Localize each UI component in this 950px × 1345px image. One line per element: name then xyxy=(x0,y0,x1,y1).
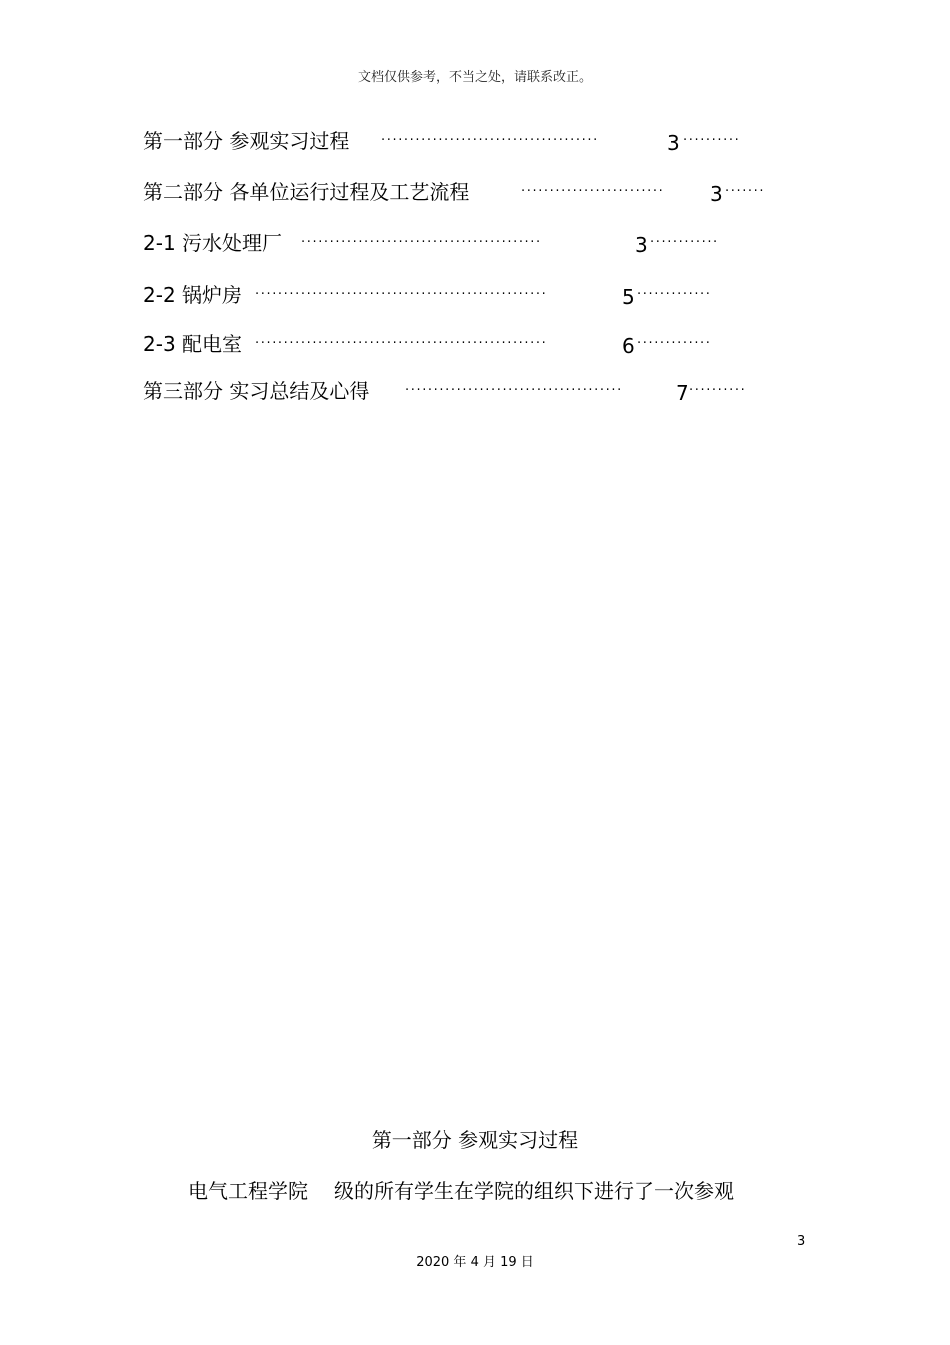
header-note: 文档仅供参考，不当之处，请联系改正。 xyxy=(357,70,592,85)
toc-leader: ·········································· xyxy=(301,235,542,250)
toc-entry-title: 第一部分 参观实习过程 xyxy=(143,129,350,153)
toc-page-number: 5 xyxy=(622,285,635,309)
toc-leader-tail: ······· xyxy=(725,184,766,199)
toc-page-number: 6 xyxy=(622,334,635,358)
toc-entry-title: 2-1 污水处理厂 xyxy=(143,231,283,255)
toc-entry-title: 2-2 锅炉房 xyxy=(143,283,243,307)
toc-page-number: 3 xyxy=(635,233,648,257)
toc-leader: ······································ xyxy=(405,383,623,398)
toc-leader: ······································ xyxy=(381,133,599,148)
toc-entry-title: 第三部分 实习总结及心得 xyxy=(143,379,370,403)
toc-leader-tail: ·········· xyxy=(683,133,741,148)
toc-entry[interactable] xyxy=(143,126,758,156)
body-text-part2: 级的所有学生在学院的组织下进行了一次参观 xyxy=(334,1179,734,1203)
toc-page-number: 3 xyxy=(710,182,723,206)
toc-entry[interactable] xyxy=(143,376,763,406)
toc-entry[interactable] xyxy=(143,329,738,359)
section-heading: 第一部分 参观实习过程 xyxy=(371,1128,579,1152)
toc-leader: ··················································· xyxy=(255,287,548,302)
toc-entry[interactable] xyxy=(143,280,738,310)
footer-date: 2020 年 4 月 19 日 xyxy=(416,1255,534,1270)
toc-entry-title: 第二部分 各单位运行过程及工艺流程 xyxy=(143,180,470,204)
toc-page-number: 7 xyxy=(676,381,689,405)
toc-entry[interactable] xyxy=(143,228,743,258)
toc-entry-title: 2-3 配电室 xyxy=(143,332,243,356)
body-paragraph xyxy=(188,1175,734,1204)
page-number: 3 xyxy=(797,1234,806,1249)
body-text-part1: 电气工程学院 xyxy=(188,1179,308,1203)
toc-leader-tail: ············· xyxy=(637,287,712,302)
toc-leader-tail: ············· xyxy=(637,336,712,351)
toc-leader-tail: ·········· xyxy=(689,383,747,398)
toc-leader: ························· xyxy=(521,184,665,199)
toc-leader: ··················································· xyxy=(255,336,548,351)
toc-entry[interactable] xyxy=(143,177,773,207)
toc-page-number: 3 xyxy=(667,131,680,155)
toc-leader-tail: ············ xyxy=(650,235,719,250)
